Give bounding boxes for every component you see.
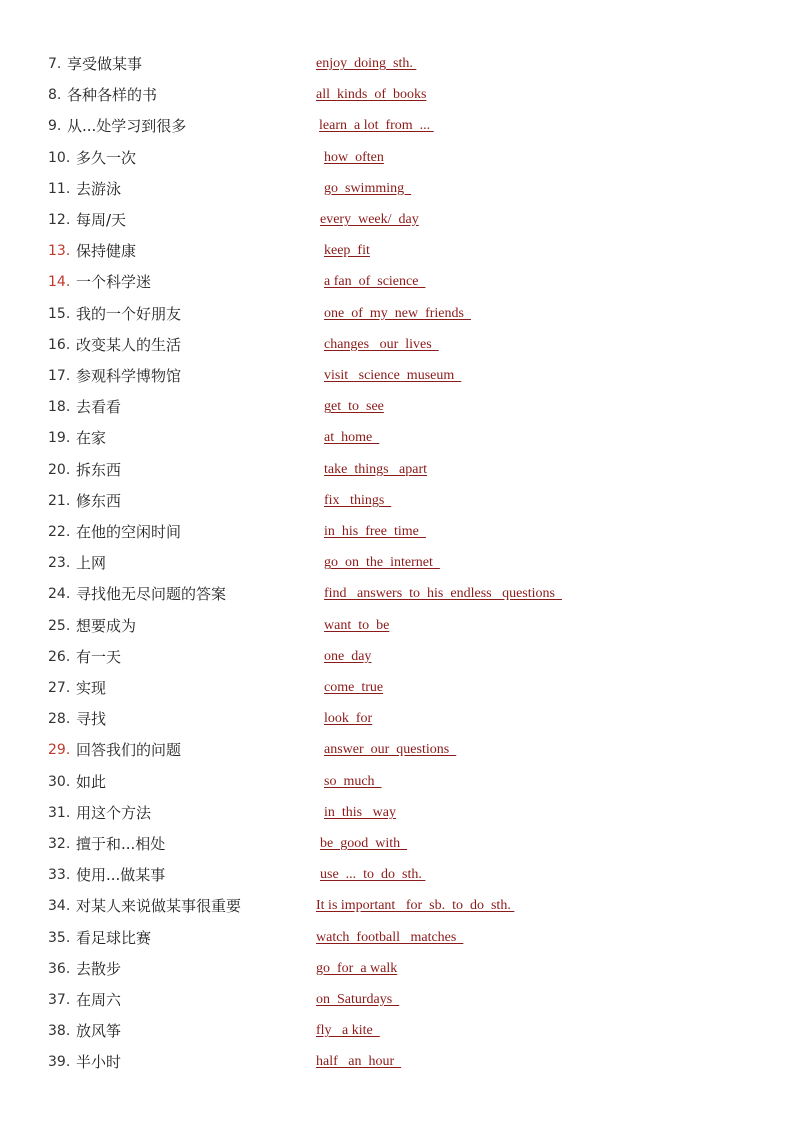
english-answer: one day — [324, 648, 372, 664]
phrase-number: 30. — [48, 773, 71, 790]
english-answer: in his free time — [324, 524, 426, 539]
phrase-row — [0, 81, 794, 109]
phrase-row — [0, 705, 794, 733]
phrase-row — [0, 580, 794, 608]
chinese-phrase: 看足球比赛 — [76, 928, 152, 947]
phrase-row — [0, 393, 794, 421]
phrase-row — [0, 892, 794, 920]
chinese-phrase: 修东西 — [76, 491, 122, 510]
english-answer: on Saturdays — [316, 992, 400, 1007]
english-answer: go on the internet — [324, 555, 440, 571]
phrase-number: 36. — [48, 960, 71, 977]
phrase-row — [0, 50, 794, 78]
chinese-phrase: 想要成为 — [76, 616, 137, 635]
chinese-phrase: 寻找 — [76, 710, 107, 729]
phrase-number: 9. — [48, 118, 62, 135]
phrase-row — [0, 861, 794, 889]
english-answer: one of my new friends — [324, 305, 471, 321]
chinese-phrase: 擅于和...相处 — [76, 835, 166, 853]
phrase-number: 15. — [48, 305, 71, 322]
chinese-phrase: 改变某人的生活 — [76, 335, 182, 354]
phrase-row — [0, 487, 794, 515]
chinese-phrase: 在他的空闲时间 — [76, 523, 182, 541]
phrase-number: 26. — [48, 648, 71, 665]
chinese-phrase: 实现 — [76, 679, 107, 697]
phrase-row — [0, 1017, 794, 1045]
english-answer: get to see — [324, 399, 384, 415]
phrase-row — [0, 549, 794, 577]
chinese-phrase: 放风筝 — [76, 1022, 122, 1041]
english-answer: fix things — [324, 492, 392, 508]
phrase-number: 27. — [48, 680, 71, 696]
english-answer: enjoy doing sth. — [316, 56, 417, 71]
english-answer: every week/ day — [320, 212, 419, 227]
chinese-phrase: 每周/天 — [76, 211, 127, 229]
phrase-row — [0, 237, 794, 265]
phrase-row — [0, 112, 794, 140]
phrase-number: 29. — [48, 742, 71, 759]
phrase-number: 7. — [48, 56, 62, 72]
phrase-number: 22. — [48, 524, 71, 540]
english-answer: at home — [324, 430, 380, 446]
english-answer: go for a walk — [316, 960, 398, 976]
phrase-row — [0, 736, 794, 764]
phrase-row — [0, 144, 794, 172]
phrase-number: 8. — [48, 87, 62, 104]
chinese-phrase: 从...处学习到很多 — [67, 117, 187, 136]
phrase-number: 13. — [48, 243, 71, 260]
chinese-phrase: 去散步 — [76, 959, 122, 978]
chinese-phrase: 使用...做某事 — [76, 866, 166, 885]
phrase-row — [0, 424, 794, 452]
phrase-number: 11. — [48, 180, 71, 197]
chinese-phrase: 一个科学迷 — [76, 273, 152, 292]
chinese-phrase: 各种各样的书 — [67, 86, 158, 105]
phrase-number: 25. — [48, 617, 71, 634]
english-answer: fly a kite — [316, 1023, 380, 1039]
chinese-phrase: 在周六 — [76, 991, 122, 1009]
chinese-phrase: 有一天 — [76, 647, 122, 666]
chinese-phrase: 多久一次 — [76, 148, 137, 167]
chinese-phrase: 上网 — [76, 554, 107, 573]
phrase-row — [0, 268, 794, 296]
english-answer: be good with — [320, 836, 408, 851]
chinese-phrase: 用这个方法 — [76, 803, 152, 822]
english-answer: look for — [324, 711, 373, 727]
phrase-number: 20. — [48, 461, 71, 478]
phrase-number: 35. — [48, 929, 71, 946]
chinese-phrase: 对某人来说做某事很重要 — [76, 897, 242, 916]
phrase-number: 24. — [48, 586, 71, 603]
chinese-phrase: 回答我们的问题 — [76, 741, 182, 760]
phrase-number: 18. — [48, 399, 71, 416]
chinese-phrase: 拆东西 — [76, 460, 122, 479]
english-answer: take things apart — [324, 461, 428, 477]
phrase-row — [0, 830, 794, 858]
chinese-phrase: 去游泳 — [76, 179, 122, 198]
chinese-phrase: 保持健康 — [76, 242, 137, 261]
phrase-row — [0, 955, 794, 983]
phrase-row — [0, 206, 794, 234]
chinese-phrase: 去看看 — [76, 398, 122, 417]
phrase-row — [0, 518, 794, 546]
english-answer: so much — [324, 773, 382, 789]
phrase-number: 16. — [48, 336, 71, 353]
english-answer: find answers to his endless questions — [324, 586, 562, 602]
english-answer: visit science museum — [324, 368, 462, 383]
english-answer: go swimming — [324, 180, 412, 196]
phrase-number: 28. — [48, 711, 71, 728]
phrase-number: 14. — [48, 274, 71, 291]
english-answer: all kinds of books — [316, 87, 427, 103]
english-answer: half an hour — [316, 1054, 402, 1070]
phrase-number: 31. — [48, 804, 71, 821]
phrase-row — [0, 1048, 794, 1076]
english-answer: come true — [324, 680, 384, 695]
phrase-row — [0, 986, 794, 1014]
phrase-number: 32. — [48, 836, 71, 852]
phrase-row — [0, 300, 794, 328]
english-answer: a fan of science — [324, 274, 426, 290]
english-answer: It is important for sb. to do sth. — [316, 898, 515, 914]
chinese-phrase: 我的一个好朋友 — [76, 304, 182, 323]
english-answer: want to be — [324, 617, 390, 633]
phrase-number: 10. — [48, 149, 71, 166]
chinese-phrase: 寻找他无尽问题的答案 — [76, 585, 227, 604]
phrase-number: 19. — [48, 430, 71, 447]
phrase-row — [0, 768, 794, 796]
phrase-row — [0, 674, 794, 702]
phrase-number: 34. — [48, 898, 71, 915]
phrase-row — [0, 799, 794, 827]
phrase-row — [0, 924, 794, 952]
phrase-row — [0, 456, 794, 484]
english-answer: use ... to do sth. — [320, 867, 426, 883]
phrase-number: 33. — [48, 867, 71, 884]
phrase-number: 12. — [48, 212, 71, 228]
phrase-number: 37. — [48, 992, 71, 1008]
phrase-row — [0, 362, 794, 390]
chinese-phrase: 在家 — [76, 429, 107, 448]
english-answer: changes our lives — [324, 336, 439, 352]
chinese-phrase: 参观科学博物馆 — [76, 367, 182, 385]
english-answer: how often — [324, 149, 384, 165]
phrase-number: 17. — [48, 368, 71, 384]
chinese-phrase: 半小时 — [76, 1053, 122, 1072]
chinese-phrase: 享受做某事 — [67, 55, 143, 73]
phrase-row — [0, 175, 794, 203]
english-answer: watch football matches — [316, 929, 464, 945]
phrase-row — [0, 643, 794, 671]
phrase-row — [0, 331, 794, 359]
phrase-number: 38. — [48, 1023, 71, 1040]
english-answer: learn a lot from ... — [319, 118, 434, 134]
english-answer: in this way — [324, 804, 396, 820]
phrase-number: 21. — [48, 492, 71, 509]
phrase-number: 23. — [48, 555, 71, 572]
english-answer: answer our questions — [324, 742, 457, 758]
english-answer: keep fit — [324, 243, 370, 259]
phrase-number: 39. — [48, 1054, 71, 1071]
phrase-row — [0, 612, 794, 640]
chinese-phrase: 如此 — [76, 772, 107, 791]
